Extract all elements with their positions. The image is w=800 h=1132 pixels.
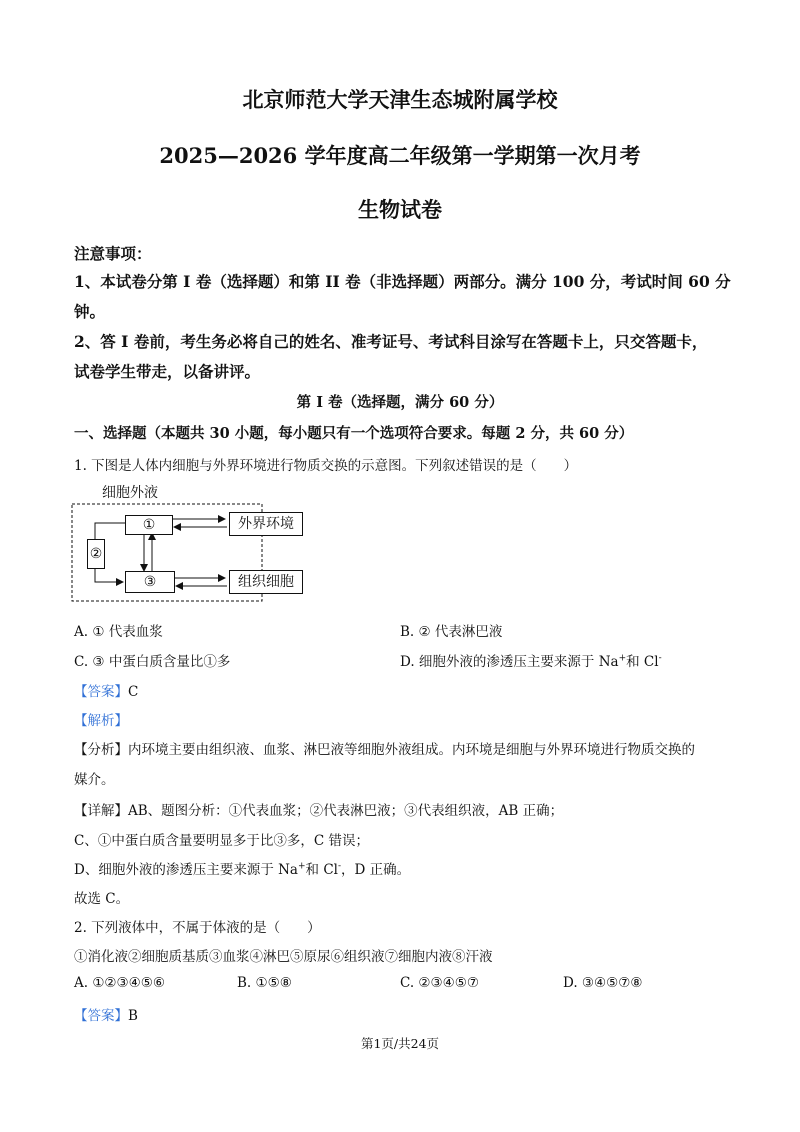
subject-title: 生物试卷: [358, 197, 442, 222]
q1-line-c: C、①中蛋白质含量要明显多于比③多，C 错误；: [74, 833, 369, 849]
diagram-box-1: ①: [125, 515, 173, 535]
q2-answer: 【答案】B: [74, 1008, 138, 1024]
notes-item1-line1: 1、本试卷分第 I 卷（选择题）和第 II 卷（非选择题）两部分。满分 100 分，考试时间 60 分: [74, 272, 731, 291]
q1-stem: 1. 下图是人体内细胞与外界环境进行物质交换的示意图。下列叙述错误的是（ ）: [74, 458, 578, 474]
notes-item2-line1: 2、答 I 卷前，考生务必将自己的姓名、准考证号、考试科目涂写在答题卡上，只交答题卡，: [74, 332, 708, 351]
q1-option-d: D. 细胞外液的渗透压主要来源于 Na+和 Cl-: [400, 653, 662, 670]
q1-fenxi-line1: 【分析】内环境主要由组织液、血浆、淋巴液等细胞外液组成。内环境是细胞与外界环境进行物质交换的: [74, 742, 695, 758]
q2-stem: 2. 下列液体中，不属于体液的是（ ）: [74, 920, 321, 936]
q1-option-c: C. ③ 中蛋白质含量比①多: [74, 654, 231, 670]
q2-option-d: D. ③④⑤⑦⑧: [563, 975, 643, 991]
notes-heading: 注意事项：: [74, 244, 152, 263]
school-title: 北京师范大学天津生态城附属学校: [242, 87, 558, 112]
diagram-box-2: ②: [87, 539, 105, 569]
q1-analysis-tag: 【解析】: [74, 713, 128, 729]
diagram-outside-box: 外界环境: [229, 512, 303, 536]
q1-option-b: B. ② 代表淋巴液: [400, 624, 503, 640]
diagram-box-3: ③: [125, 571, 175, 593]
q1-xiangjie-line1: 【详解】AB、题图分析：①代表血浆；②代表淋巴液；③代表组织液，AB 正确；: [74, 803, 564, 819]
q1-line-d: D、细胞外液的渗透压主要来源于 Na+和 Cl-，D 正确。: [74, 861, 411, 878]
diagram-tissue-box: 组织细胞: [229, 570, 303, 594]
q1-fenxi-line2: 媒介。: [74, 772, 115, 788]
page-number: 第1页/共24页: [360, 1036, 440, 1051]
q1-answer: 【答案】C: [74, 684, 139, 700]
part1-heading: 第 I 卷（选择题，满分 60 分）: [296, 394, 504, 411]
diagram-title: 细胞外液: [102, 485, 158, 501]
q2-items: ①消化液②细胞质基质③血浆④淋巴⑤原尿⑥组织液⑦细胞内液⑧汗液: [74, 949, 493, 965]
q2-option-c: C. ②③④⑤⑦: [400, 975, 479, 991]
exam-title: 2025—2026 学年度高二年级第一学期第一次月考: [159, 143, 641, 168]
q1-conclusion: 故选 C。: [74, 891, 130, 907]
q1-option-a: A. ① 代表血浆: [74, 624, 163, 640]
section-heading: 一、选择题（本题共 30 小题，每小题只有一个选项符合要求。每题 2 分，共 60 分）: [74, 425, 634, 442]
notes-item2-line2: 试卷学生带走，以备讲评。: [74, 362, 261, 381]
q1-diagram: [70, 482, 310, 607]
q2-option-b: B. ①⑤⑧: [237, 975, 292, 991]
q2-option-a: A. ①②③④⑤⑥: [74, 975, 165, 991]
notes-item1-line2: 钟。: [74, 302, 106, 321]
